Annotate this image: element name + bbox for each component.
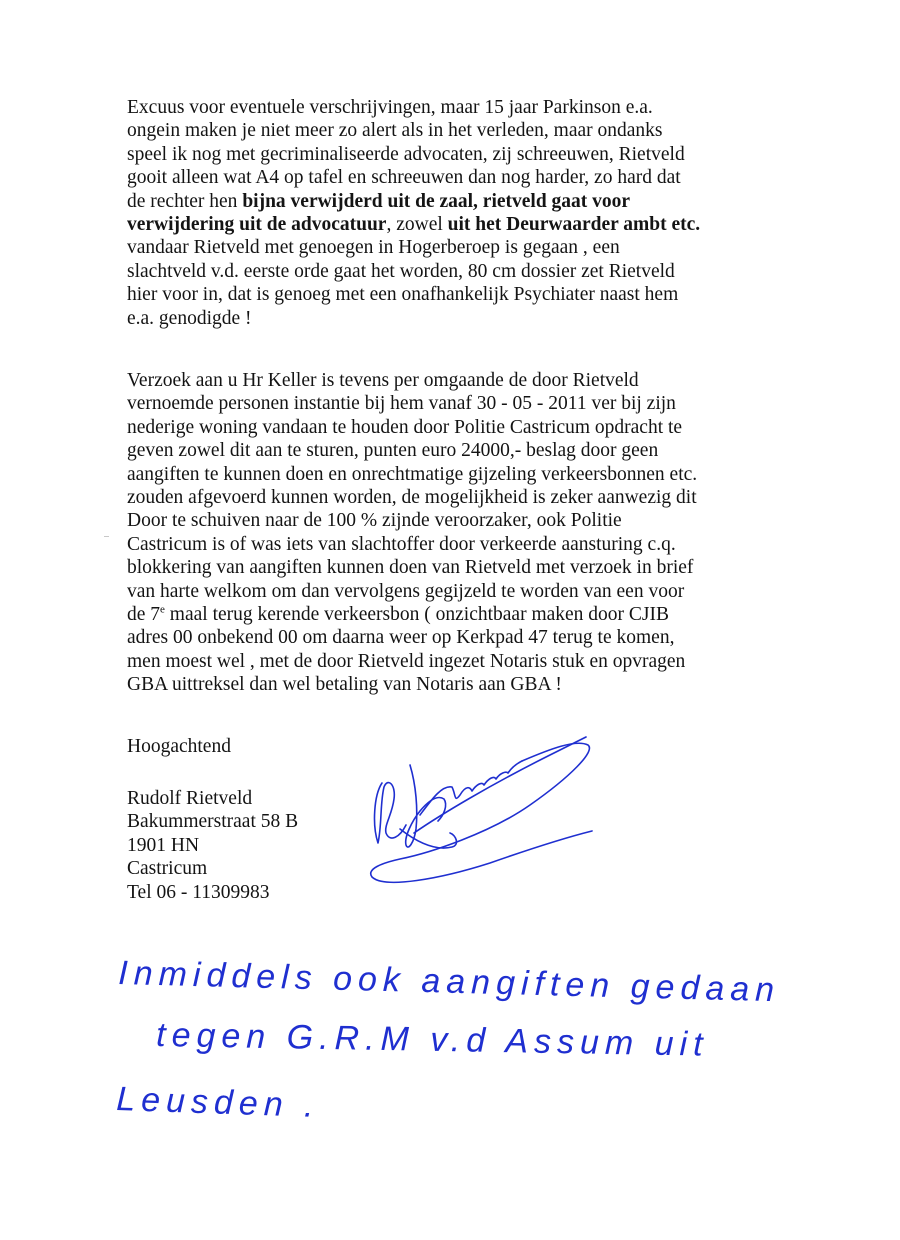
scan-speck xyxy=(104,536,109,537)
bold-text: verwijdering uit de advocatuur xyxy=(127,214,387,236)
text-run: de 7 xyxy=(127,604,161,626)
text-line: ongein maken je niet meer zo alert als in het verleden, maar ondanks xyxy=(127,120,663,142)
text-line xyxy=(127,190,787,213)
sender-city: Castricum xyxy=(127,858,208,880)
text-line: van harte welkom om dan vervolgens gegijzeld te worden van een voor xyxy=(127,580,685,602)
text-run: de rechter hen xyxy=(127,190,243,212)
paragraph-request xyxy=(127,369,787,697)
text-line: gooit alleen wat A4 op tafel en schreeuwen dan nog harder, zo hard dat xyxy=(127,167,681,189)
text-line: Verzoek aan u Hr Keller is tevens per omgaande de door Rietveld xyxy=(127,370,639,391)
handwritten-line: tegen G.R.M v.d Assum uit xyxy=(155,1016,709,1064)
text-line: hier voor in, dat is genoeg met een onafhankelijk Psychiater naast hem xyxy=(127,284,679,306)
sender-name: Rudolf Rietveld xyxy=(127,788,253,809)
text-line: speel ik nog met gecriminaliseerde advocaten, zij schreeuwen, Rietveld xyxy=(127,143,685,165)
text-line: vernoemde personen instantie bij hem vanaf 30 - 05 - 2011 ver bij zijn xyxy=(127,393,676,415)
signature xyxy=(360,725,600,900)
handwritten-line: Leusden . xyxy=(115,1080,321,1126)
superscript: e xyxy=(160,603,165,616)
text-line: GBA uittreksel dan wel betaling van Notaris aan GBA ! xyxy=(127,674,562,696)
text-line xyxy=(127,213,787,236)
closing-salutation: Hoogachtend xyxy=(127,736,231,757)
bold-text: bijna verwijderd uit de zaal, rietveld gaat voor xyxy=(242,190,631,212)
paragraph-apology xyxy=(127,96,787,330)
text-line: Castricum is of was iets van slachtoffer door verkeerde aansturing c.q. xyxy=(127,533,676,555)
text-line: Door te schuiven naar de 100 % zijnde veroorzaker, ook Politie xyxy=(127,510,622,532)
text-line: e.a. genodigde ! xyxy=(127,307,252,329)
sender-postcode: 1901 HN xyxy=(127,834,200,856)
sender-address xyxy=(127,787,298,904)
handwritten-note xyxy=(110,950,810,1140)
text-line: slachtveld v.d. eerste orde gaat het worden, 80 cm dossier zet Rietveld xyxy=(127,260,675,282)
text-line: adres 00 onbekend 00 om daarna weer op Kerkpad 47 terug te komen, xyxy=(127,627,675,649)
text-line: nederige woning vandaan te houden door Politie Castricum opdracht te xyxy=(127,416,683,438)
bold-text: uit het Deurwaarder ambt etc. xyxy=(447,214,701,236)
text-line xyxy=(127,603,787,626)
sender-phone: Tel 06 - 11309983 xyxy=(127,881,270,903)
text-line: zouden afgevoerd kunnen worden, de mogelijkheid is zeker aanwezig dit xyxy=(127,487,697,509)
text-run: maal terug kerende verkeersbon ( onzichtbaar maken door CJIB xyxy=(164,604,670,626)
text-run: , zowel xyxy=(386,214,448,236)
sender-street: Bakummerstraat 58 B xyxy=(127,811,299,833)
text-line: vandaar Rietveld met genoegen in Hogerberoep is gegaan , een xyxy=(127,237,620,259)
text-line: men moest wel , met de door Rietveld ingezet Notaris stuk en opvragen xyxy=(127,650,686,672)
text-line: Excuus voor eventuele verschrijvingen, maar 15 jaar Parkinson e.a. xyxy=(127,97,653,118)
handwritten-line: Inmiddels ook aangiften gedaan xyxy=(117,954,781,1010)
text-line: aangiften te kunnen doen en onrechtmatige gijzeling verkeersbonnen etc. xyxy=(127,463,698,485)
text-line: blokkering van aangiften kunnen doen van Rietveld met verzoek in brief xyxy=(127,557,694,579)
text-line: geven zowel dit aan te sturen, punten euro 24000,- beslag door geen xyxy=(127,440,659,462)
